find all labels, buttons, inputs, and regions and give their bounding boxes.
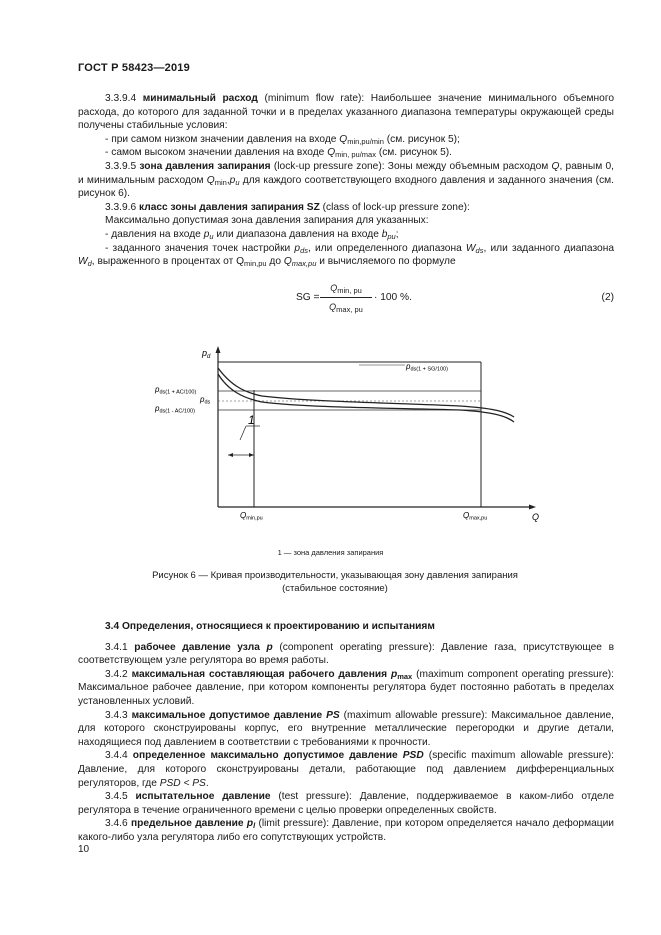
label-top: pds(1 + SG/100)	[406, 362, 448, 373]
section-3-4	[78, 620, 614, 845]
list-item: - давления на входе $p_u$ или диапазона давления на входе $b_{pu}$;	[105, 228, 399, 241]
zone-marker: 1	[248, 413, 255, 427]
paragraph-3-3-9-6: 3.3.9.6 класс зоны давления запирания SZ (class of lock-up pressure zone):	[105, 201, 470, 213]
performance-curve-diagram	[150, 340, 550, 530]
figure-6	[150, 340, 550, 530]
paragraph-3-3-9-5: 3.3.9.5 зона давления запирания (lock-up pressure zone): Зоны между объемным расходом Q, равным 0, и минимальным расходом $Q_{min},p_u$ для каждого соответствующего входного давления и заданного значения (см. рисунок 6).	[78, 160, 615, 200]
formula-2	[78, 282, 614, 322]
paragraph-3-4-5: 3.4.5 испытательное давление (test pressure): Давление, поддерживаемое в каком-либо отделе регулятора в течение ограниченного времени с целью проверки определенных свойств.	[78, 791, 614, 816]
y-axis-label: $p_d$	[202, 348, 211, 360]
formula-number: (2)	[601, 292, 614, 303]
document-header: ГОСТ Р 58423—2019	[78, 62, 190, 74]
formula-rhs: · 100 %.	[374, 292, 412, 303]
dimension-arrow-left	[228, 453, 233, 457]
paragraph-3-4-6: 3.4.6 предельное давление $p_l$ (limit pressure): Давление, при котором определяется начало деформации какого-либо узла регулятора либо его сопутствующих устройств.	[78, 818, 614, 843]
performance-curve-lower	[218, 374, 514, 422]
y-axis-arrow	[216, 346, 221, 353]
tick-qmax: Qmax,pu	[463, 511, 488, 522]
paragraph-3-4-3: 3.4.3 максимальное допустимое давление PS (maximum allowable pressure): Максимальное давление, для которого сконструированы корпус, его внутренние металлические перегородки и другие детали, находящиеся под давлением в соответствии с требованиями к прочности.	[78, 709, 614, 748]
formula-fraction	[320, 282, 372, 314]
figure-legend: 1 — зона давления запирания	[277, 548, 384, 557]
x-axis-arrow	[529, 505, 536, 510]
list-item: - самом высоком значении давления на входе $Q_{min, pu/max}$ (см. рисунок 5).	[105, 147, 452, 160]
definitions-3-3-9	[78, 92, 614, 269]
label-upper-ac: pds(1 + AC/100)	[155, 385, 197, 396]
page-number: 10	[78, 844, 90, 855]
x-axis-label: Q	[532, 512, 540, 522]
definition-text: (minimum flow rate): Наибольшее значение минимального объемного расхода, до которого для заданной точки и в пределах указанного диапазона температуры окружающей среды получены стабильные условия:	[78, 93, 614, 132]
formula-lhs: SG =	[296, 292, 320, 303]
paragraph-text: Максимально допустимая зона давления запирания для указанных:	[105, 215, 429, 227]
figure-caption: Рисунок 6 — Кривая производительности, указывающая зону давления запирания (стабильное состояние)	[152, 570, 518, 594]
paragraph-3-4-4: 3.4.4 определенное максимально допустимое давление PSD (specific maximum allowable pressure): Давление, для которого сконструированы детали, работающие под давлением дифференциальных регуляторов, где PSD < PS.	[78, 750, 614, 789]
section-title: 3.4 Определения, относящиеся к проектированию и испытаниям	[105, 621, 435, 632]
clause-number: 3.3.9.4	[105, 93, 137, 104]
list-item: - при самом низком значении давления на входе $Q_{min,pu/min}$ (см. рисунок 5);	[105, 133, 460, 146]
paragraph-3-3-9-4	[78, 92, 614, 133]
fraction-numerator: $Q_{min, pu}$	[320, 282, 372, 298]
marker-leader	[240, 426, 246, 440]
dimension-arrow-right	[249, 453, 254, 457]
list-item: - заданного значения точек настройки $p_{ds}$, или определенного диапазона $W_{ds}$, или заданного диапазона $W_d$, выраженного в процентах от $Q_{min,pu}$ до $Q_{max,pu}$ и вычисляемого по формуле	[78, 242, 615, 269]
fraction-denominator: $Q_{max, pu}$	[329, 301, 363, 314]
label-lower-ac: pds(1 - AC/100)	[155, 404, 195, 415]
paragraph-3-4-2: 3.4.2 максимальная составляющая рабочего давления $p_{max}$ (maximum component operating pressure): Максимальное рабочее давление, при котором компоненты регулятора будет постоянно работать в пределах установленных условий.	[78, 668, 614, 707]
term: минимальный расход	[142, 93, 258, 104]
tick-qmin: Qmin,pu	[240, 511, 263, 522]
label-setpoint: pds	[200, 395, 211, 406]
paragraph-3-4-1: 3.4.1 рабочее давление узла p (component operating pressure): Давление газа, присутствующее в соответствующем узле регулятора во время работы.	[78, 641, 614, 667]
